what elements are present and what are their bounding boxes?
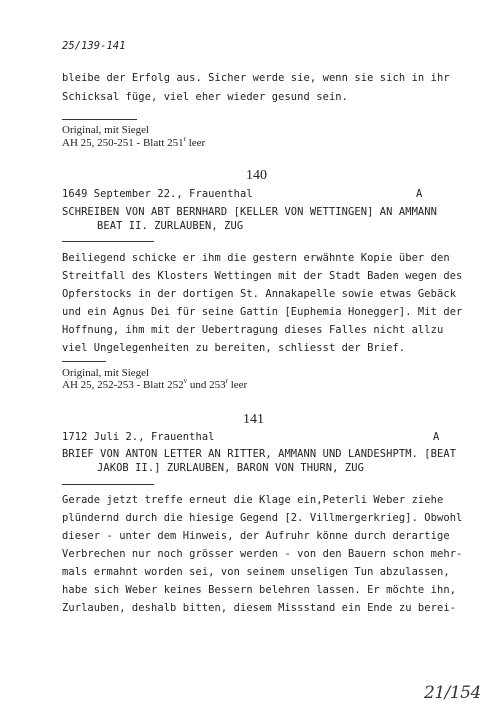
entry-141-body-line-3: dieser - unter dem Hinweis, der Aufruhr könne durch derartige: [62, 530, 450, 542]
divider: [62, 484, 154, 485]
handwritten-folio-number: 21/154: [424, 683, 481, 703]
intro-line-1: bleibe der Erfolg aus. Sicher werde sie, wenn sie sich in ihr: [62, 72, 450, 84]
entry-141-body-line-4: Verbrechen nur noch grösser werden - von den Bauern schon mehr-: [62, 548, 463, 560]
entry-141-title-line-1: BRIEF VON ANTON LETTER AN RITTER, AMMANN UND LANDESHPTM. [BEAT: [62, 448, 457, 460]
entry-140-body-line-3: Opferstocks in der dortigen St. Annakapelle sowie etwas Gebäck: [62, 288, 457, 300]
entry-number-141: 141: [243, 412, 264, 427]
entry-140-body-line-6: viel Ungelegenheiten zu bereiten, schliesst der Brief.: [62, 342, 406, 354]
intro-line-2: Schicksal füge, viel eher wieder gesund sein.: [62, 91, 349, 103]
entry-141-body-line-6: habe sich Weber keines Bessern belehren lassen. Er möchte ihn,: [62, 584, 457, 596]
divider: [62, 119, 137, 120]
entry-140-title-line-2: BEAT II. ZURLAUBEN, ZUG: [97, 220, 244, 232]
entry-140-body-line-5: Hoffnung, ihm mit der Uebertragung dieses Falles nicht allzu: [62, 324, 444, 336]
divider: [62, 241, 154, 242]
entry-141-body-line-2: plündernd durch die hiesige Gegend [2. Villmergerkrieg]. Obwohl: [62, 512, 463, 524]
note1-line-2: AH 25, 250-251 - Blatt 251$^r$ leer: [62, 135, 206, 149]
entry-141-body-line-7: Zurlauben, deshalb bitten, diesem Missstand ein Ende zu berei-: [62, 602, 457, 614]
entry-141-marker: A: [433, 431, 440, 443]
entry-140-date-place: 1649 September 22., Frauenthal: [62, 188, 253, 200]
entry-141-body-line-5: mals ermahnt worden sei, von seinem unseligen Tun abzulassen,: [62, 566, 450, 578]
note1-line-1: Original, mit Siegel: [62, 124, 150, 136]
entry-140-body-line-4: und ein Agnus Dei für seine Gattin [Euphemia Honegger]. Mit der: [62, 306, 463, 318]
page-reference: 25/139-141: [62, 40, 126, 52]
entry-140-note-line-2: AH 25, 252-253 - Blatt 252$^v$ und 253$^r$ leer: [62, 377, 248, 391]
divider: [62, 361, 106, 362]
entry-number-140: 140: [246, 168, 267, 183]
entry-141-date-place: 1712 Juli 2., Frauenthal: [62, 431, 215, 443]
entry-140-marker: A: [416, 188, 423, 200]
entry-140-note-line-1: Original, mit Siegel: [62, 367, 150, 379]
entry-141-body-line-1: Gerade jetzt treffe erneut die Klage ein,Peterli Weber ziehe: [62, 494, 444, 506]
entry-140-body-line-1: Beiliegend schicke er ihm die gestern erwähnte Kopie über den: [62, 252, 450, 264]
entry-141-title-line-2: JAKOB II.] ZURLAUBEN, BARON VON THURN, ZUG: [97, 462, 364, 474]
entry-140-title-line-1: SCHREIBEN VON ABT BERNHARD [KELLER VON WETTINGEN] AN AMMANN: [62, 206, 437, 218]
entry-140-body-line-2: Streitfall des Klosters Wettingen mit der Stadt Baden wegen des: [62, 270, 463, 282]
